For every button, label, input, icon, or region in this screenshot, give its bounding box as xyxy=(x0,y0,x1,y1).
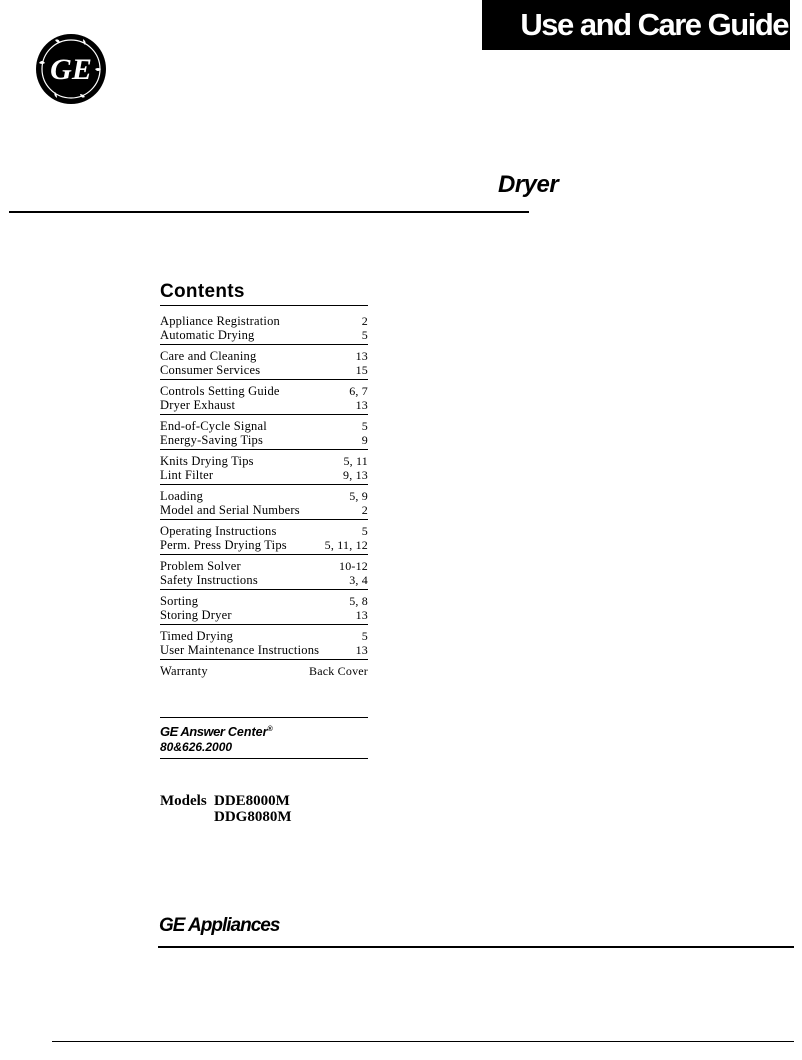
contents-entry-page: 13 xyxy=(355,349,368,363)
contents-entry xyxy=(160,608,368,622)
contents-entry-label: Storing Dryer xyxy=(160,608,232,622)
contents-entry-label: Sorting xyxy=(160,594,199,608)
model-number: DDE8000M xyxy=(214,793,290,809)
contents-entry-label: Knits Drying Tips xyxy=(160,454,254,468)
contents-entry-page: 9, 13 xyxy=(343,468,368,482)
contents-group xyxy=(160,625,368,660)
contents-entry xyxy=(160,524,368,538)
contents-group xyxy=(160,380,368,415)
contents-entry-label: Consumer Services xyxy=(160,363,261,377)
banner-title: Use and Care Guide xyxy=(520,7,788,42)
contents-entry-page: 5, 11, 12 xyxy=(324,538,368,552)
contents-group xyxy=(160,415,368,450)
answer-center-name xyxy=(160,722,368,740)
contents-entry-page: 5 xyxy=(361,419,368,433)
contents-entry xyxy=(160,398,368,412)
contents-entry-label: Energy-Saving Tips xyxy=(160,433,264,447)
answer-center-name-part1: GE Answer xyxy=(160,724,225,740)
contents-group xyxy=(160,310,368,345)
title-banner xyxy=(482,0,790,50)
contents-entry-label: Dryer Exhaust xyxy=(160,398,236,412)
contents-entry-label: Safety Instructions xyxy=(160,573,258,587)
contents-entry-label: Model and Serial Numbers xyxy=(160,503,300,517)
contents-entry xyxy=(160,314,368,328)
contents-entry-label: Perm. Press Drying Tips xyxy=(160,538,287,552)
contents-entry-page: 5, 8 xyxy=(349,594,368,608)
contents-heading: Contents xyxy=(160,281,368,306)
contents-entry-label: End-of-Cycle Signal xyxy=(160,419,267,433)
header-rule xyxy=(9,211,529,213)
contents-entry xyxy=(160,559,368,573)
contents-entry xyxy=(160,573,368,587)
contents-entry-page: 10-12 xyxy=(339,559,368,573)
contents-entry-page: 5, 9 xyxy=(349,489,368,503)
contents-entry-label: Loading xyxy=(160,489,204,503)
contents-entry xyxy=(160,468,368,482)
contents-group xyxy=(160,590,368,625)
answer-center-block xyxy=(160,717,368,759)
contents-entry-page: 5 xyxy=(361,524,368,538)
contents-entry xyxy=(160,664,368,678)
contents-entry-page: 2 xyxy=(361,314,368,328)
contents-entry-page: 5 xyxy=(361,328,368,342)
contents-entry-label: User Maintenance Instructions xyxy=(160,643,320,657)
brand-footer: GE Appliances xyxy=(159,915,280,936)
contents-group xyxy=(160,520,368,555)
contents-entry xyxy=(160,433,368,447)
contents-entry xyxy=(160,594,368,608)
contents-entry-label: Appliance Registration xyxy=(160,314,280,328)
ge-logo xyxy=(35,33,107,105)
product-title: Dryer xyxy=(498,171,559,198)
logo-monogram: GE xyxy=(50,53,92,86)
contents-group xyxy=(160,555,368,590)
contents-entry xyxy=(160,328,368,342)
answer-center-phone: 80&626.2000 xyxy=(160,740,233,755)
contents-entry xyxy=(160,643,368,657)
contents-group xyxy=(160,345,368,380)
contents-entry-page: 3, 4 xyxy=(349,573,368,587)
page-bottom-rule xyxy=(52,1041,794,1042)
registered-mark: ® xyxy=(267,726,273,733)
contents-entry-page: 13 xyxy=(355,398,368,412)
contents-entry xyxy=(160,503,368,517)
contents-entry-page: 5, 11 xyxy=(343,454,368,468)
contents-entry xyxy=(160,349,368,363)
contents-entry-page: 5 xyxy=(361,629,368,643)
contents-entry xyxy=(160,454,368,468)
contents-entry-label: Timed Drying xyxy=(160,629,234,643)
models-block xyxy=(160,793,292,825)
contents-group xyxy=(160,485,368,520)
contents-entry xyxy=(160,419,368,433)
models-label: Models xyxy=(160,793,207,809)
contents-entry-label: Controls Setting Guide xyxy=(160,384,280,398)
contents-entry-page: 6, 7 xyxy=(349,384,368,398)
contents-entry-label: Warranty xyxy=(160,664,208,678)
contents-entry-label: Automatic Drying xyxy=(160,328,255,342)
contents-entry-label: Care and Cleaning xyxy=(160,349,257,363)
contents-entry-page: 13 xyxy=(355,643,368,657)
answer-center-name-part2: Center xyxy=(227,725,268,740)
contents-group xyxy=(160,660,368,680)
brand-rule xyxy=(158,946,794,948)
contents-group xyxy=(160,450,368,485)
contents-entry-label: Lint Filter xyxy=(160,468,214,482)
contents-entry xyxy=(160,384,368,398)
contents-entry-page: 13 xyxy=(355,608,368,622)
contents-entry xyxy=(160,538,368,552)
contents-entry xyxy=(160,363,368,377)
model-number: DDG8080M xyxy=(214,809,292,825)
contents-section xyxy=(160,281,368,680)
contents-list xyxy=(160,310,368,680)
contents-entry xyxy=(160,629,368,643)
contents-entry-page: 2 xyxy=(361,503,368,517)
contents-entry-label: Operating Instructions xyxy=(160,524,277,538)
contents-entry-page: Back Cover xyxy=(309,664,368,678)
contents-entry-page: 15 xyxy=(355,363,368,377)
contents-entry-page: 9 xyxy=(361,433,368,447)
contents-entry-label: Problem Solver xyxy=(160,559,241,573)
contents-entry xyxy=(160,489,368,503)
